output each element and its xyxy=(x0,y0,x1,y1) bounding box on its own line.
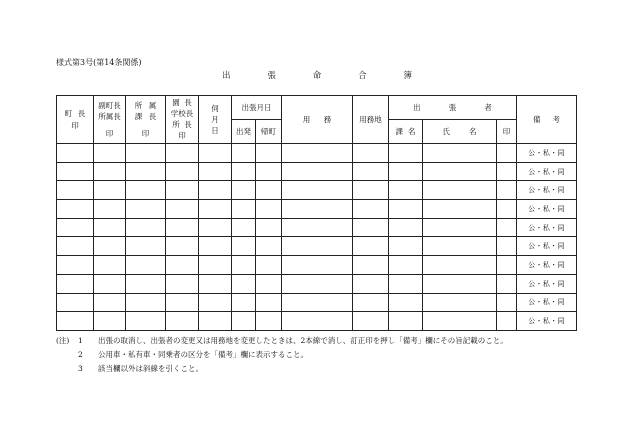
entry-cell[interactable] xyxy=(389,144,423,163)
entry-cell[interactable] xyxy=(256,274,282,293)
entry-cell[interactable] xyxy=(232,256,256,275)
entry-cell[interactable] xyxy=(94,274,126,293)
entry-cell[interactable] xyxy=(282,274,353,293)
entry-cell[interactable] xyxy=(94,293,126,312)
entry-cell[interactable] xyxy=(353,256,389,275)
entry-cell[interactable] xyxy=(94,218,126,237)
seal-label: 印 xyxy=(141,128,150,138)
entry-cell[interactable] xyxy=(166,312,199,331)
document-title xyxy=(222,69,412,81)
entry-cell[interactable] xyxy=(423,144,497,163)
remarks-cell: 公・私・同 xyxy=(517,200,577,219)
business-trip-register-table xyxy=(56,95,577,331)
entry-cell[interactable] xyxy=(282,181,353,200)
remarks-cell: 公・私・同 xyxy=(517,237,577,256)
entry-cell[interactable] xyxy=(423,312,497,331)
entry-cell[interactable] xyxy=(282,144,353,163)
col-return: 帰町 xyxy=(256,120,282,144)
col-trip-date: 出張月日 xyxy=(232,96,282,120)
remarks-cell: 公・私・同 xyxy=(517,162,577,181)
table-row xyxy=(57,293,577,312)
entry-cell[interactable] xyxy=(256,237,282,256)
table-row xyxy=(57,312,577,331)
form-number-label: 様式第3号(第14条関係) xyxy=(56,58,142,67)
entry-cell[interactable] xyxy=(423,274,497,293)
seal-label: 印 xyxy=(178,131,186,140)
entry-cell[interactable] xyxy=(166,200,199,219)
entry-cell[interactable] xyxy=(232,200,256,219)
entry-cell[interactable] xyxy=(199,274,232,293)
entry-cell[interactable] xyxy=(256,181,282,200)
entry-cell[interactable] xyxy=(256,162,282,181)
col-dept: 課 名 xyxy=(389,120,423,144)
entry-cell[interactable] xyxy=(353,162,389,181)
entry-cell[interactable] xyxy=(232,312,256,331)
title-char: 出 xyxy=(222,71,231,81)
title-char: 合 xyxy=(358,71,367,81)
table-row xyxy=(57,237,577,256)
entry-cell[interactable] xyxy=(126,218,166,237)
entry-cell[interactable] xyxy=(232,162,256,181)
entry-cell[interactable] xyxy=(389,293,423,312)
entry-cell[interactable] xyxy=(199,218,232,237)
entry-cell[interactable] xyxy=(497,144,517,163)
col-town-chief: 町 長 印 xyxy=(57,96,94,144)
remarks-cell: 公・私・同 xyxy=(517,293,577,312)
col-name: 氏 名 xyxy=(423,120,497,144)
entry-cell[interactable] xyxy=(389,162,423,181)
table-row xyxy=(57,200,577,219)
entry-cell[interactable] xyxy=(199,293,232,312)
col-section-head: 所 属 課 長 印 xyxy=(126,96,166,144)
title-char: 簿 xyxy=(403,71,412,81)
table-row xyxy=(57,256,577,275)
remarks-cell: 公・私・同 xyxy=(517,312,577,331)
entry-cell[interactable] xyxy=(94,144,126,163)
title-char: 命 xyxy=(312,71,322,81)
entry-cell[interactable] xyxy=(199,200,232,219)
entry-cell[interactable] xyxy=(94,181,126,200)
entry-cell[interactable] xyxy=(57,162,94,181)
col-traveler-seal: 印 xyxy=(497,120,517,144)
col-vice-chief: 副町長 所属長 印 xyxy=(94,96,126,144)
entry-cell[interactable] xyxy=(423,256,497,275)
entry-cell[interactable] xyxy=(497,293,517,312)
entry-cell[interactable] xyxy=(256,200,282,219)
register-rows xyxy=(57,144,577,331)
entry-cell[interactable] xyxy=(199,144,232,163)
seal-label: 印 xyxy=(71,121,79,130)
entry-cell[interactable] xyxy=(389,237,423,256)
remarks-cell: 公・私・同 xyxy=(517,181,577,200)
entry-cell[interactable] xyxy=(497,256,517,275)
col-destination: 用務地 xyxy=(353,96,389,144)
entry-cell[interactable] xyxy=(256,144,282,163)
entry-cell[interactable] xyxy=(166,293,199,312)
entry-cell[interactable] xyxy=(166,181,199,200)
note-text: 該当欄以外は斜線を引くこと。 xyxy=(98,364,203,373)
entry-cell[interactable] xyxy=(57,237,94,256)
entry-cell[interactable] xyxy=(389,200,423,219)
entry-cell[interactable] xyxy=(57,293,94,312)
entry-cell[interactable] xyxy=(353,312,389,331)
col-depart: 出発 xyxy=(232,120,256,144)
entry-cell[interactable] xyxy=(94,200,126,219)
entry-cell[interactable] xyxy=(166,144,199,163)
entry-cell[interactable] xyxy=(389,274,423,293)
entry-cell[interactable] xyxy=(282,200,353,219)
entry-cell[interactable] xyxy=(423,218,497,237)
entry-cell[interactable] xyxy=(353,218,389,237)
entry-cell[interactable] xyxy=(126,274,166,293)
entry-cell[interactable] xyxy=(256,218,282,237)
entry-cell[interactable] xyxy=(423,162,497,181)
entry-cell[interactable] xyxy=(166,256,199,275)
entry-cell[interactable] xyxy=(94,312,126,331)
entry-cell[interactable] xyxy=(94,237,126,256)
entry-cell[interactable] xyxy=(256,256,282,275)
entry-cell[interactable] xyxy=(423,237,497,256)
entry-cell[interactable] xyxy=(166,218,199,237)
remarks-cell: 公・私・同 xyxy=(517,144,577,163)
notes-section xyxy=(56,334,508,376)
col-school-head: 園 長 学校長 所 長 印 xyxy=(166,96,199,144)
table-row xyxy=(57,218,577,237)
entry-cell[interactable] xyxy=(126,293,166,312)
entry-cell[interactable] xyxy=(199,312,232,331)
entry-cell[interactable] xyxy=(497,237,517,256)
entry-cell[interactable] xyxy=(423,293,497,312)
entry-cell[interactable] xyxy=(389,181,423,200)
col-purpose: 用 務 xyxy=(282,96,353,144)
entry-cell[interactable] xyxy=(57,312,94,331)
remarks-cell: 公・私・同 xyxy=(517,218,577,237)
entry-cell[interactable] xyxy=(57,144,94,163)
entry-cell[interactable] xyxy=(126,200,166,219)
remarks-cell: 公・私・同 xyxy=(517,274,577,293)
entry-cell[interactable] xyxy=(256,312,282,331)
remarks-cell: 公・私・同 xyxy=(517,256,577,275)
table-row xyxy=(57,162,577,181)
entry-cell[interactable] xyxy=(282,162,353,181)
entry-cell[interactable] xyxy=(282,293,353,312)
entry-cell[interactable] xyxy=(57,218,94,237)
entry-cell[interactable] xyxy=(199,181,232,200)
entry-cell[interactable] xyxy=(57,274,94,293)
entry-cell[interactable] xyxy=(282,237,353,256)
entry-cell[interactable] xyxy=(497,274,517,293)
entry-cell[interactable] xyxy=(389,256,423,275)
entry-cell[interactable] xyxy=(199,237,232,256)
table-row xyxy=(57,181,577,200)
entry-cell[interactable] xyxy=(57,181,94,200)
entry-cell[interactable] xyxy=(166,162,199,181)
entry-cell[interactable] xyxy=(282,218,353,237)
entry-cell[interactable] xyxy=(282,256,353,275)
table-row xyxy=(57,144,577,163)
entry-cell[interactable] xyxy=(126,144,166,163)
entry-cell[interactable] xyxy=(497,162,517,181)
entry-cell[interactable] xyxy=(497,200,517,219)
entry-cell[interactable] xyxy=(126,256,166,275)
entry-cell[interactable] xyxy=(199,256,232,275)
entry-cell[interactable] xyxy=(232,144,256,163)
entry-cell[interactable] xyxy=(353,274,389,293)
table-row xyxy=(57,274,577,293)
entry-cell[interactable] xyxy=(57,200,94,219)
entry-cell[interactable] xyxy=(497,312,517,331)
note-item: (注) 1 出張の取消し、出張者の変更又は用務地を変更したときは、2本線で消し、訂正印を押し「備考」欄にその旨記載のこと。 xyxy=(56,334,508,348)
col-remarks: 備 考 xyxy=(517,96,577,144)
entry-cell[interactable] xyxy=(232,218,256,237)
title-char: 張 xyxy=(267,71,276,81)
entry-cell[interactable] xyxy=(94,162,126,181)
entry-cell[interactable] xyxy=(126,162,166,181)
entry-cell[interactable] xyxy=(497,181,517,200)
note-text: 出張の取消し、出張者の変更又は用務地を変更したときは、2本線で消し、訂正印を押し「備考」欄にその旨記載のこと。 xyxy=(98,336,508,345)
entry-cell[interactable] xyxy=(256,293,282,312)
entry-cell[interactable] xyxy=(232,293,256,312)
entry-cell[interactable] xyxy=(232,181,256,200)
entry-cell[interactable] xyxy=(166,274,199,293)
note-text: 公用車・私有車・同乗者の区分を「備考」欄に表示すること。 xyxy=(98,350,308,359)
entry-cell[interactable] xyxy=(126,237,166,256)
entry-cell[interactable] xyxy=(389,218,423,237)
entry-cell[interactable] xyxy=(353,293,389,312)
note-item: 2 公用車・私有車・同乗者の区分を「備考」欄に表示すること。 xyxy=(56,348,508,362)
entry-cell[interactable] xyxy=(389,312,423,331)
entry-cell[interactable] xyxy=(423,200,497,219)
entry-cell[interactable] xyxy=(353,237,389,256)
col-traveler: 出 張 者 xyxy=(389,96,517,120)
seal-label: 印 xyxy=(105,128,114,138)
entry-cell[interactable] xyxy=(199,162,232,181)
header-row-1 xyxy=(57,96,577,120)
entry-cell[interactable] xyxy=(282,312,353,331)
entry-cell[interactable] xyxy=(232,274,256,293)
entry-cell[interactable] xyxy=(497,218,517,237)
entry-cell[interactable] xyxy=(353,200,389,219)
entry-cell[interactable] xyxy=(126,181,166,200)
entry-cell[interactable] xyxy=(126,312,166,331)
entry-cell[interactable] xyxy=(353,144,389,163)
entry-cell[interactable] xyxy=(232,237,256,256)
entry-cell[interactable] xyxy=(423,181,497,200)
entry-cell[interactable] xyxy=(353,181,389,200)
entry-cell[interactable] xyxy=(166,237,199,256)
entry-cell[interactable] xyxy=(57,256,94,275)
note-item: 3 該当欄以外は斜線を引くこと。 xyxy=(56,362,508,376)
notes-prefix: (注) xyxy=(56,336,70,345)
entry-cell[interactable] xyxy=(94,256,126,275)
col-inquiry-date: 伺 月 日 xyxy=(199,96,232,144)
